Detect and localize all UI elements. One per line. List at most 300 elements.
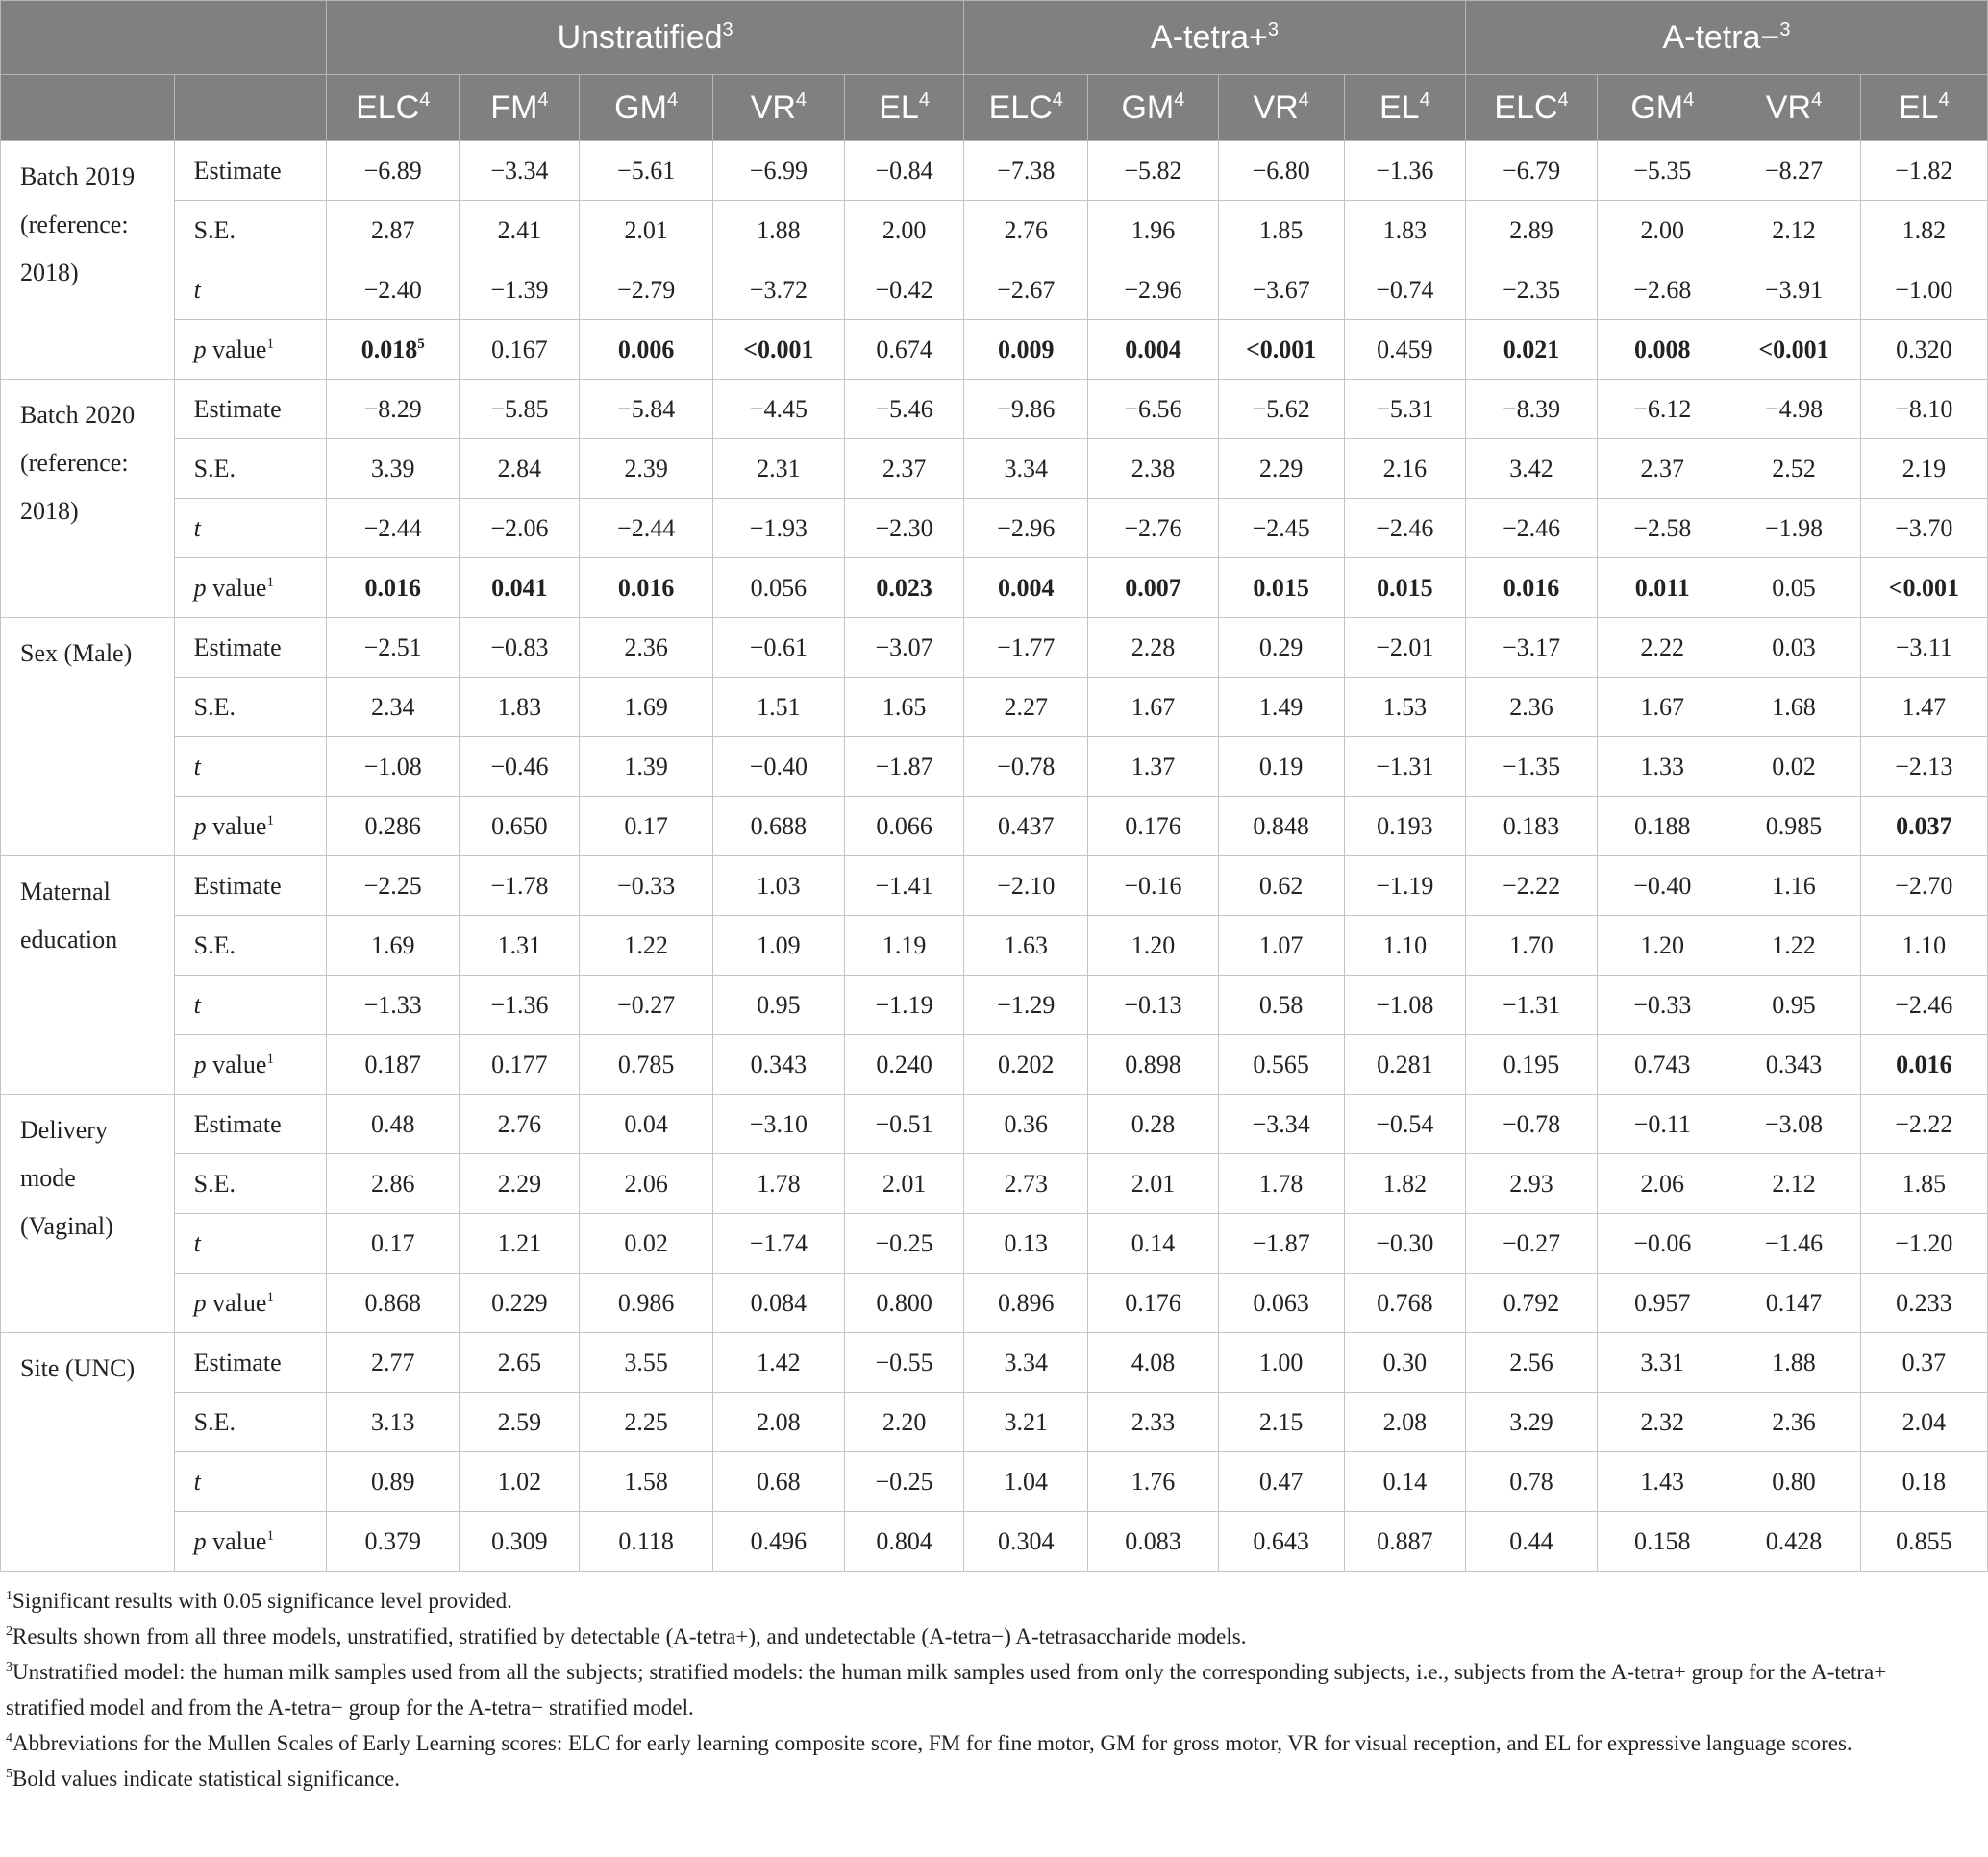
value-cell: <0.001 [712, 320, 844, 380]
value-cell: 2.12 [1727, 201, 1860, 260]
value-cell: 1.21 [460, 1214, 580, 1274]
value-cell: −0.78 [964, 737, 1088, 797]
value-cell: 0.229 [460, 1274, 580, 1333]
value-cell: 0.021 [1465, 320, 1597, 380]
value-cell: 0.28 [1088, 1095, 1218, 1154]
value-cell: 0.187 [327, 1035, 460, 1095]
footnote: $^2$Results shown from all three models, unstratified, stratified by detectable (A-tetra+), and undetectable (A-tetra−) A-tetrasaccharide models. [6, 1624, 1247, 1648]
table-row [1, 1035, 1988, 1095]
table-row [1, 618, 1988, 678]
statistic-label: t [174, 737, 326, 797]
value-cell: −1.39 [460, 260, 580, 320]
value-cell: −0.06 [1598, 1214, 1727, 1274]
value-cell: −0.30 [1344, 1214, 1465, 1274]
table-row [1, 380, 1988, 439]
table-row [1, 320, 1988, 380]
value-cell: 2.16 [1344, 439, 1465, 499]
value-cell: 2.52 [1727, 439, 1860, 499]
value-cell: 0.868 [327, 1274, 460, 1333]
value-cell: 2.76 [460, 1095, 580, 1154]
value-cell: 0.643 [1218, 1512, 1344, 1572]
value-cell: 2.01 [580, 201, 712, 260]
value-cell: 0.016 [1860, 1035, 1987, 1095]
statistic-label: Estimate [174, 141, 326, 201]
value-cell: 0.68 [712, 1452, 844, 1512]
value-cell: 1.03 [712, 856, 844, 916]
value-cell: 1.67 [1088, 678, 1218, 737]
value-cell: −5.35 [1598, 141, 1727, 201]
variable-label: Delivery mode (Vaginal) [1, 1095, 175, 1333]
value-cell: −1.41 [845, 856, 964, 916]
value-cell: −1.00 [1860, 260, 1987, 320]
value-cell: −6.79 [1465, 141, 1597, 201]
statistic-label: S.E. [174, 1154, 326, 1214]
value-cell: 1.65 [845, 678, 964, 737]
value-cell: −3.10 [712, 1095, 844, 1154]
footnote: $^4$Abbreviations for the Mullen Scales of Early Learning scores: ELC for early learning composite score, FM for fine motor, GM for gross motor, VR for visual reception, and EL for expressive language scores. [6, 1731, 1852, 1755]
value-cell: 2.33 [1088, 1393, 1218, 1452]
value-cell: −4.45 [712, 380, 844, 439]
value-cell: 0.016 [327, 558, 460, 618]
value-cell: 0.037 [1860, 797, 1987, 856]
value-cell: 3.42 [1465, 439, 1597, 499]
table-row [1, 499, 1988, 558]
column-header-elc: ELC$^4$ [964, 75, 1088, 141]
value-cell: 1.63 [964, 916, 1088, 976]
value-cell: −2.67 [964, 260, 1088, 320]
value-cell: 1.09 [712, 916, 844, 976]
value-cell: 0.004 [1088, 320, 1218, 380]
table-row [1, 1154, 1988, 1214]
value-cell: 0.04 [580, 1095, 712, 1154]
column-header-vr: $VR^4$ [712, 75, 844, 141]
value-cell: 3.31 [1598, 1333, 1727, 1393]
value-cell: 1.69 [327, 916, 460, 976]
value-cell: −2.35 [1465, 260, 1597, 320]
value-cell: 0.44 [1465, 1512, 1597, 1572]
value-cell: −2.44 [580, 499, 712, 558]
statistic-label: S.E. [174, 678, 326, 737]
value-cell: 0.009 [964, 320, 1088, 380]
value-cell: 2.01 [1088, 1154, 1218, 1214]
value-cell: −0.83 [460, 618, 580, 678]
value-cell: −3.07 [845, 618, 964, 678]
value-cell: 1.39 [580, 737, 712, 797]
value-cell: −3.17 [1465, 618, 1597, 678]
value-cell: −1.46 [1727, 1214, 1860, 1274]
value-cell: <0.001 [1218, 320, 1344, 380]
value-cell: −1.31 [1465, 976, 1597, 1035]
statistic-label: t [174, 1214, 326, 1274]
value-cell: 0.898 [1088, 1035, 1218, 1095]
statistic-label: p value$^1$ [174, 1035, 326, 1095]
value-cell: −6.56 [1088, 380, 1218, 439]
value-cell: 2.84 [460, 439, 580, 499]
value-cell: 1.82 [1860, 201, 1987, 260]
value-cell: 0.118 [580, 1512, 712, 1572]
value-cell: −1.36 [460, 976, 580, 1035]
value-cell: −1.36 [1344, 141, 1465, 201]
table-row [1, 976, 1988, 1035]
value-cell: 1.85 [1860, 1154, 1987, 1214]
value-cell: 2.59 [460, 1393, 580, 1452]
value-cell: −2.01 [1344, 618, 1465, 678]
value-cell: 2.73 [964, 1154, 1088, 1214]
value-cell: 1.10 [1860, 916, 1987, 976]
value-cell: 2.39 [580, 439, 712, 499]
value-cell: −0.55 [845, 1333, 964, 1393]
value-cell: 0.19 [1218, 737, 1344, 797]
group-a-tetra-positive: A-tetra+$^3$ [964, 1, 1466, 75]
value-cell: 2.36 [1465, 678, 1597, 737]
value-cell: 0.13 [964, 1214, 1088, 1274]
value-cell: −0.27 [580, 976, 712, 1035]
value-cell: 1.31 [460, 916, 580, 976]
column-header-gm: $GM^4$ [580, 75, 712, 141]
column-header-el: $EL^4$ [1860, 75, 1987, 141]
value-cell: −0.13 [1088, 976, 1218, 1035]
value-cell: 0.041 [460, 558, 580, 618]
value-cell: −1.78 [460, 856, 580, 916]
value-cell: −3.70 [1860, 499, 1987, 558]
value-cell: 2.08 [712, 1393, 844, 1452]
footnote: $^3$Unstratified model: the human milk samples used from all the subjects; stratified models: the human milk samples used from only the corresponding subjects, i.e., subjects from the A-tetra+ group for the A-tetra+ stratified model and from the A-tetra− group for the A-tetra− stratified model. [6, 1660, 1887, 1720]
value-cell: 0.14 [1088, 1214, 1218, 1274]
table-row [1, 737, 1988, 797]
value-cell: 0.17 [580, 797, 712, 856]
value-cell: 2.04 [1860, 1393, 1987, 1452]
value-cell: 0.496 [712, 1512, 844, 1572]
value-cell: 0.58 [1218, 976, 1344, 1035]
value-cell: 0.768 [1344, 1274, 1465, 1333]
table-row [1, 856, 1988, 916]
column-header-vr: $VR^4$ [1218, 75, 1344, 141]
value-cell: 2.38 [1088, 439, 1218, 499]
value-cell: 2.08 [1344, 1393, 1465, 1452]
value-cell: −0.11 [1598, 1095, 1727, 1154]
value-cell: 1.16 [1727, 856, 1860, 916]
variable-label: Maternal education [1, 856, 175, 1095]
value-cell: 1.51 [712, 678, 844, 737]
value-cell: −1.08 [1344, 976, 1465, 1035]
table-row [1, 1393, 1988, 1452]
header-blank-variable [1, 75, 175, 141]
value-cell: 0.008 [1598, 320, 1727, 380]
footnote: $^1$Significant results with 0.05 significance level provided. [6, 1589, 512, 1613]
statistic-label: p value$^1$ [174, 1512, 326, 1572]
value-cell: 0.18 [1860, 1452, 1987, 1512]
value-cell: −1.82 [1860, 141, 1987, 201]
value-cell: −2.46 [1344, 499, 1465, 558]
value-cell: 0.02 [1727, 737, 1860, 797]
column-header-gm: $GM^4$ [1598, 75, 1727, 141]
value-cell: 1.78 [712, 1154, 844, 1214]
statistic-label: Estimate [174, 618, 326, 678]
value-cell: −2.45 [1218, 499, 1344, 558]
statistic-label: S.E. [174, 439, 326, 499]
column-header-fm: $FM^4$ [460, 75, 580, 141]
variable-label: Batch 2019 (reference: 2018) [1, 141, 175, 380]
value-cell: 0.78 [1465, 1452, 1597, 1512]
value-cell: 0.437 [964, 797, 1088, 856]
table-row [1, 558, 1988, 618]
value-cell: 1.47 [1860, 678, 1987, 737]
value-cell: 0.015 [1218, 558, 1344, 618]
value-cell: −2.51 [327, 618, 460, 678]
value-cell: 0.17 [327, 1214, 460, 1274]
value-cell: 1.70 [1465, 916, 1597, 976]
table-row [1, 797, 1988, 856]
value-cell: −9.86 [964, 380, 1088, 439]
value-cell: 0.016 [1465, 558, 1597, 618]
value-cell: 0.47 [1218, 1452, 1344, 1512]
value-cell: 1.00 [1218, 1333, 1344, 1393]
value-cell: 3.13 [327, 1393, 460, 1452]
value-cell: −2.06 [460, 499, 580, 558]
value-cell: 0.89 [327, 1452, 460, 1512]
value-cell: 0.95 [712, 976, 844, 1035]
value-cell: 0.176 [1088, 797, 1218, 856]
value-cell: 1.69 [580, 678, 712, 737]
value-cell: 2.56 [1465, 1333, 1597, 1393]
value-cell: 0.167 [460, 320, 580, 380]
statistic-label: S.E. [174, 916, 326, 976]
value-cell: 1.19 [845, 916, 964, 976]
value-cell: 1.22 [1727, 916, 1860, 976]
value-cell: 2.32 [1598, 1393, 1727, 1452]
value-cell: −5.85 [460, 380, 580, 439]
value-cell: −0.46 [460, 737, 580, 797]
value-cell: −2.44 [327, 499, 460, 558]
value-cell: −5.46 [845, 380, 964, 439]
value-cell: 0.80 [1727, 1452, 1860, 1512]
footnotes [0, 1572, 1988, 1796]
value-cell: 0.03 [1727, 618, 1860, 678]
value-cell: 0.188 [1598, 797, 1727, 856]
value-cell: 0.855 [1860, 1512, 1987, 1572]
value-cell: −1.20 [1860, 1214, 1987, 1274]
value-cell: 0.30 [1344, 1333, 1465, 1393]
value-cell: −2.46 [1465, 499, 1597, 558]
value-cell: −2.25 [327, 856, 460, 916]
value-cell: −0.78 [1465, 1095, 1597, 1154]
value-cell: 2.36 [580, 618, 712, 678]
value-cell: 2.00 [845, 201, 964, 260]
value-cell: 0.650 [460, 797, 580, 856]
value-cell: −0.74 [1344, 260, 1465, 320]
value-cell: 0.785 [580, 1035, 712, 1095]
variable-label: Batch 2020 (reference: 2018) [1, 380, 175, 618]
table-row [1, 141, 1988, 201]
table-row [1, 260, 1988, 320]
value-cell: −3.11 [1860, 618, 1987, 678]
table-row [1, 916, 1988, 976]
value-cell: 1.37 [1088, 737, 1218, 797]
value-cell: −1.98 [1727, 499, 1860, 558]
table-row [1, 1452, 1988, 1512]
value-cell: 2.31 [712, 439, 844, 499]
table-row [1, 1333, 1988, 1393]
table-row [1, 1095, 1988, 1154]
value-cell: 2.93 [1465, 1154, 1597, 1214]
value-cell: <0.001 [1727, 320, 1860, 380]
value-cell: −1.31 [1344, 737, 1465, 797]
value-cell: 2.77 [327, 1333, 460, 1393]
value-cell: 0.011 [1598, 558, 1727, 618]
value-cell: −8.27 [1727, 141, 1860, 201]
value-cell: 0.565 [1218, 1035, 1344, 1095]
group-a-tetra-negative: A-tetra−$^3$ [1465, 1, 1987, 75]
value-cell: 0.986 [580, 1274, 712, 1333]
statistic-label: Estimate [174, 856, 326, 916]
statistic-label: t [174, 976, 326, 1035]
value-cell: −5.31 [1344, 380, 1465, 439]
column-header-elc: ELC$^4$ [327, 75, 460, 141]
value-cell: 1.68 [1727, 678, 1860, 737]
value-cell: −2.46 [1860, 976, 1987, 1035]
value-cell: −6.12 [1598, 380, 1727, 439]
value-cell: 1.83 [1344, 201, 1465, 260]
value-cell: −2.58 [1598, 499, 1727, 558]
value-cell: 1.10 [1344, 916, 1465, 976]
value-cell: 0.063 [1218, 1274, 1344, 1333]
value-cell: 4.08 [1088, 1333, 1218, 1393]
value-cell: 2.29 [460, 1154, 580, 1214]
value-cell: 1.49 [1218, 678, 1344, 737]
value-cell: 1.83 [460, 678, 580, 737]
value-cell: 0.004 [964, 558, 1088, 618]
value-cell: −6.89 [327, 141, 460, 201]
value-cell: 0.36 [964, 1095, 1088, 1154]
value-cell: 0.023 [845, 558, 964, 618]
value-cell: −0.16 [1088, 856, 1218, 916]
value-cell: −2.22 [1465, 856, 1597, 916]
value-cell: 0.37 [1860, 1333, 1987, 1393]
value-cell: 0.084 [712, 1274, 844, 1333]
value-cell: −5.84 [580, 380, 712, 439]
column-header-gm: $GM^4$ [1088, 75, 1218, 141]
value-cell: −0.54 [1344, 1095, 1465, 1154]
value-cell: 0.985 [1727, 797, 1860, 856]
value-cell: 0.056 [712, 558, 844, 618]
column-header-elc: ELC$^4$ [1465, 75, 1597, 141]
column-header-el: $EL^4$ [1344, 75, 1465, 141]
value-cell: 2.34 [327, 678, 460, 737]
statistic-label: t [174, 1452, 326, 1512]
value-cell: −0.61 [712, 618, 844, 678]
statistic-label: p value$^1$ [174, 320, 326, 380]
value-cell: −3.72 [712, 260, 844, 320]
value-cell: −3.67 [1218, 260, 1344, 320]
column-header-el: $EL^4$ [845, 75, 964, 141]
value-cell: 2.36 [1727, 1393, 1860, 1452]
value-cell: −2.22 [1860, 1095, 1987, 1154]
value-cell: 0.02 [580, 1214, 712, 1274]
value-cell: 1.82 [1344, 1154, 1465, 1214]
value-cell: −3.08 [1727, 1095, 1860, 1154]
value-cell: 2.41 [460, 201, 580, 260]
value-cell: 2.01 [845, 1154, 964, 1214]
footnote: $^5$Bold values indicate statistical significance. [6, 1767, 401, 1791]
value-cell: 2.06 [1598, 1154, 1727, 1214]
value-cell: −0.33 [580, 856, 712, 916]
value-cell: 2.37 [845, 439, 964, 499]
value-cell: −5.61 [580, 141, 712, 201]
value-cell: 0.688 [712, 797, 844, 856]
statistic-label: Estimate [174, 380, 326, 439]
value-cell: 0.281 [1344, 1035, 1465, 1095]
table-row [1, 678, 1988, 737]
value-cell: −8.29 [327, 380, 460, 439]
value-cell: 0.176 [1088, 1274, 1218, 1333]
value-cell: 0.800 [845, 1274, 964, 1333]
value-cell: −3.91 [1727, 260, 1860, 320]
table-body [1, 141, 1988, 1572]
value-cell: 3.29 [1465, 1393, 1597, 1452]
value-cell: 1.88 [712, 201, 844, 260]
value-cell: 0.887 [1344, 1512, 1465, 1572]
value-cell: 1.88 [1727, 1333, 1860, 1393]
value-cell: 0.177 [460, 1035, 580, 1095]
value-cell: 1.96 [1088, 201, 1218, 260]
value-cell: 2.89 [1465, 201, 1597, 260]
value-cell: −0.25 [845, 1452, 964, 1512]
header-blank-statistic [174, 75, 326, 141]
value-cell: 1.78 [1218, 1154, 1344, 1214]
value-cell: 1.58 [580, 1452, 712, 1512]
value-cell: 3.39 [327, 439, 460, 499]
value-cell: −8.39 [1465, 380, 1597, 439]
value-cell: −6.99 [712, 141, 844, 201]
value-cell: −6.80 [1218, 141, 1344, 201]
value-cell: −8.10 [1860, 380, 1987, 439]
value-cell: 3.34 [964, 1333, 1088, 1393]
value-cell: 0.066 [845, 797, 964, 856]
value-cell: 0.083 [1088, 1512, 1218, 1572]
value-cell: 3.34 [964, 439, 1088, 499]
statistic-label: t [174, 260, 326, 320]
value-cell: −2.96 [964, 499, 1088, 558]
value-cell: −0.25 [845, 1214, 964, 1274]
table-row [1, 439, 1988, 499]
value-cell: 1.22 [580, 916, 712, 976]
value-cell: −7.38 [964, 141, 1088, 201]
value-cell: 0.007 [1088, 558, 1218, 618]
value-cell: −0.40 [712, 737, 844, 797]
value-cell: 0.792 [1465, 1274, 1597, 1333]
value-cell: 0.286 [327, 797, 460, 856]
value-cell: −0.42 [845, 260, 964, 320]
statistic-label: Estimate [174, 1095, 326, 1154]
value-cell: −3.34 [460, 141, 580, 201]
value-cell: 1.33 [1598, 737, 1727, 797]
value-cell: 0.428 [1727, 1512, 1860, 1572]
value-cell: 3.21 [964, 1393, 1088, 1452]
value-cell: −0.27 [1465, 1214, 1597, 1274]
value-cell: 0.62 [1218, 856, 1344, 916]
value-cell: 2.76 [964, 201, 1088, 260]
value-cell: −2.70 [1860, 856, 1987, 916]
value-cell: 2.87 [327, 201, 460, 260]
value-cell: 0.158 [1598, 1512, 1727, 1572]
value-cell: 0.018$^5$ [327, 320, 460, 380]
value-cell: 0.459 [1344, 320, 1465, 380]
value-cell: 0.016 [580, 558, 712, 618]
value-cell: 0.015 [1344, 558, 1465, 618]
value-cell: −1.87 [1218, 1214, 1344, 1274]
value-cell: −1.29 [964, 976, 1088, 1035]
value-cell: 0.379 [327, 1512, 460, 1572]
